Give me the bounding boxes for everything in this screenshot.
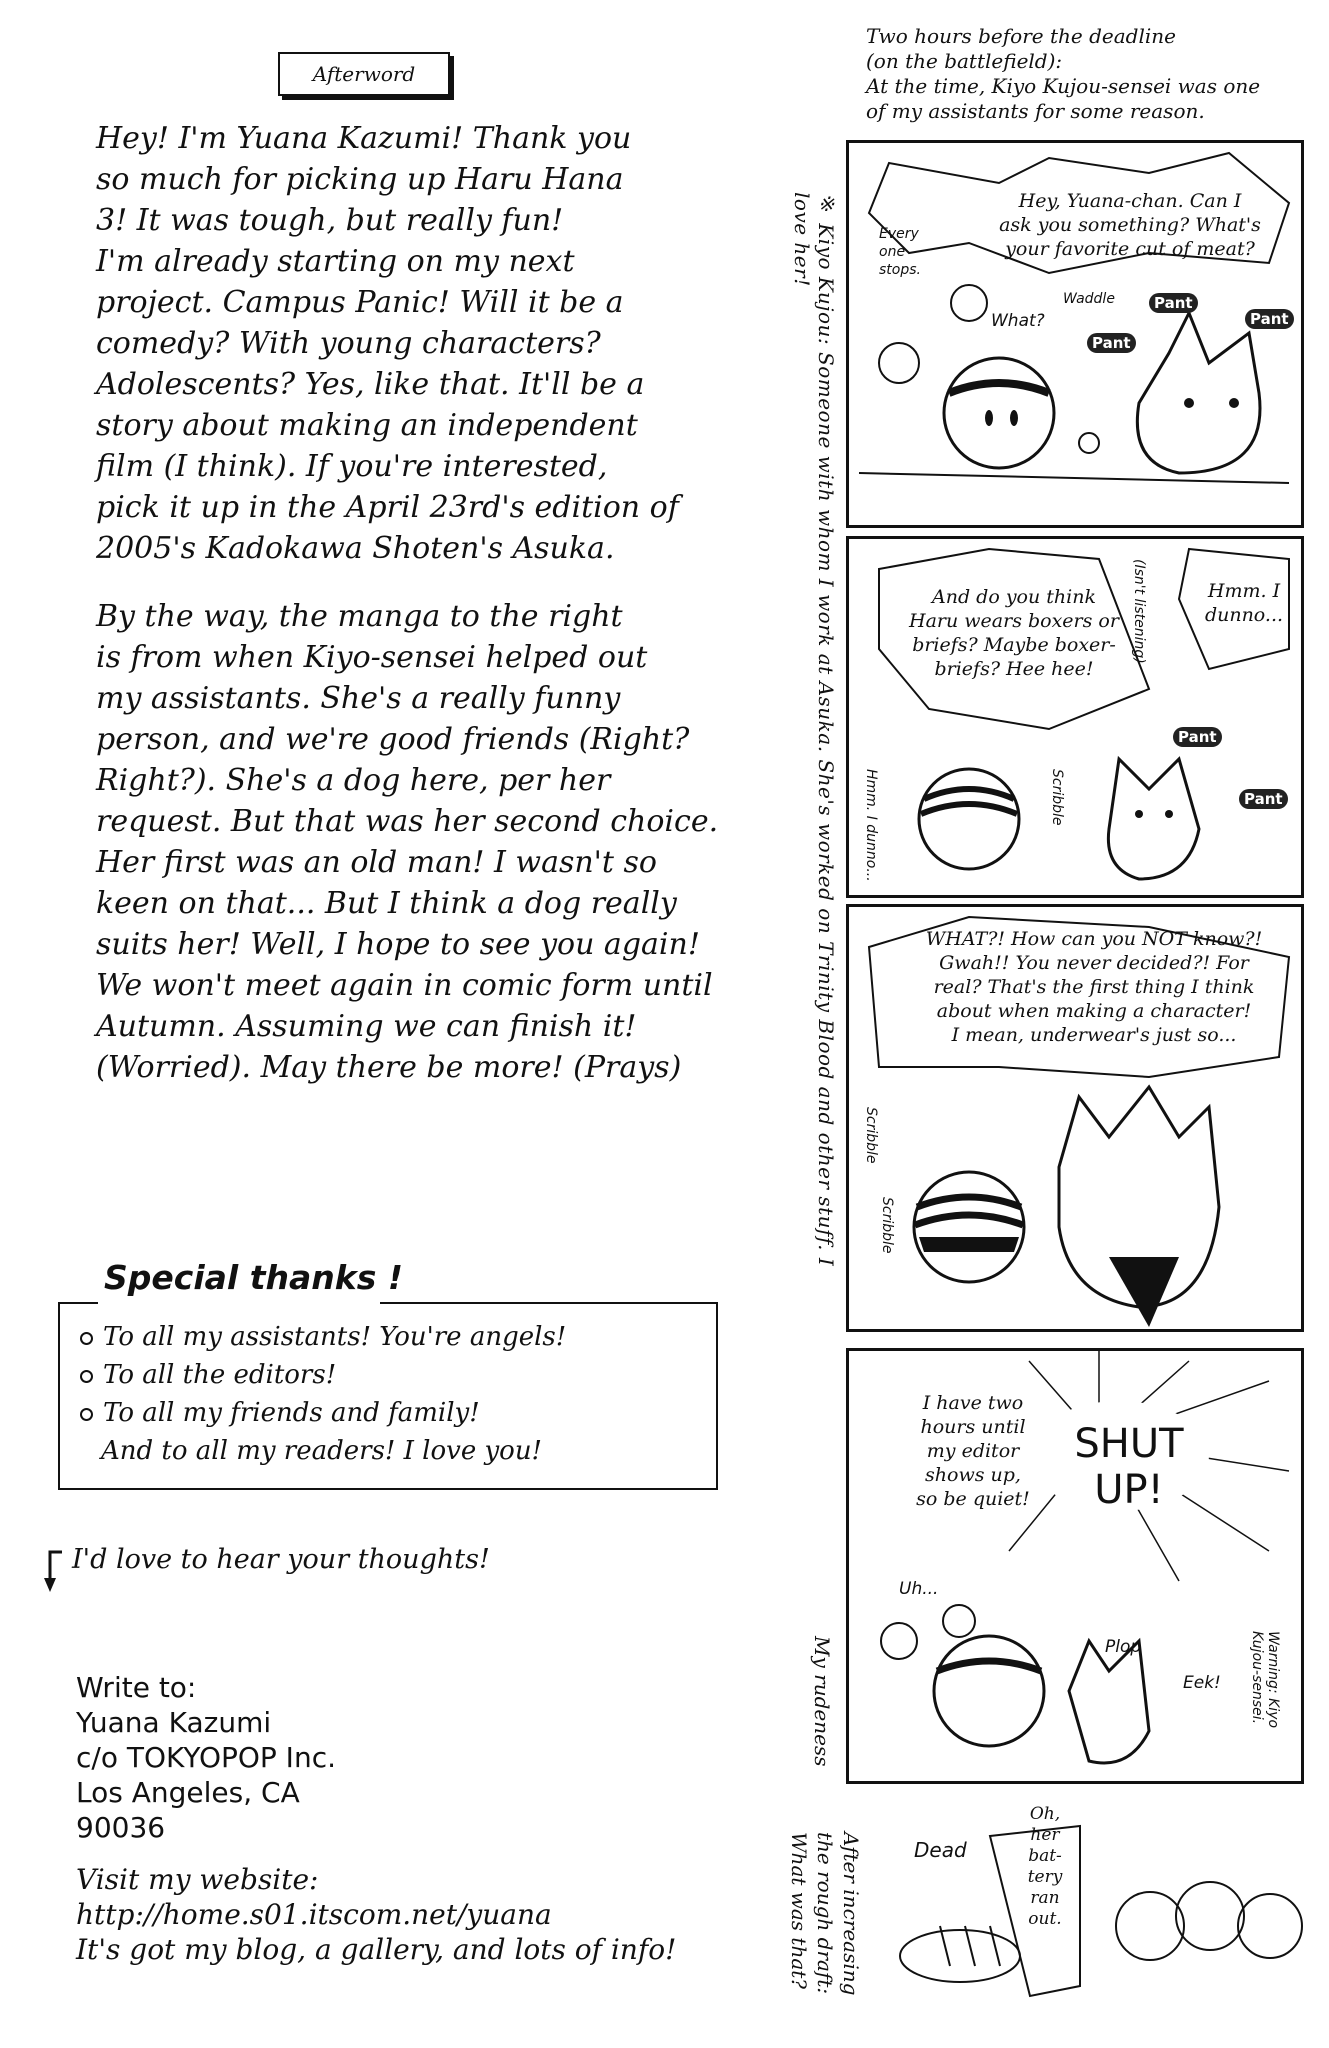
bullet-icon: [80, 1408, 93, 1421]
speech-bubble: [903, 1391, 1043, 1511]
rudeness-note: My rudeness: [810, 1636, 834, 1767]
thoughts-line: I'd love to hear your thoughts!: [72, 1544, 490, 1575]
note-line: After increasing: [839, 1832, 863, 1996]
shout-line: UP!: [1094, 1467, 1164, 1513]
after-draft-note: [786, 1832, 864, 1995]
speech-line: shows up,: [925, 1464, 1021, 1486]
speech-line: briefs? Maybe boxer-: [912, 634, 1116, 656]
scribble-sfx: Scribble: [879, 1197, 895, 1254]
speech-line: Haru wears boxers or: [909, 610, 1119, 632]
speech-line: hours until: [920, 1416, 1026, 1438]
text-line: 3! It was tough, but really fun!: [96, 203, 564, 238]
warning-sfx: Warning: Kiyo Kujou-sensei.: [1249, 1631, 1281, 1729]
text-line: Hey! I'm Yuana Kazumi! Thank you: [96, 121, 632, 156]
uh-sfx: Uh...: [899, 1579, 939, 1599]
speech-line: about when making a character!: [936, 1000, 1252, 1022]
dead-sfx: Dead: [914, 1838, 967, 1862]
speech-line: my editor: [926, 1440, 1020, 1462]
list-item-text: To all the editors!: [103, 1360, 337, 1390]
pant-sfx: Pant: [1245, 309, 1294, 329]
speech-line: dunno...: [1204, 604, 1284, 626]
comic-panel-3: [846, 904, 1304, 1332]
speech-bubble: [909, 585, 1119, 681]
list-item-text: And to all my readers! I love you!: [101, 1436, 543, 1466]
eek-sfx: Eek!: [1183, 1673, 1221, 1693]
speech-line: ask you something? What's: [999, 214, 1261, 236]
kiyo-kujou-side-note: ※ Kiyo Kujou: Someone with whom I work at Asuka. She's worked on Trinity Blood and other stuff. I love her!: [790, 192, 838, 1267]
list-item: [80, 1432, 700, 1470]
list-item-text: To all my assistants! You're angels!: [103, 1322, 567, 1352]
not-listening-sfx: (Isn't listening): [1131, 559, 1147, 664]
bullet-icon: [80, 1332, 93, 1345]
speech-line: WHAT?! How can you NOT know?!: [925, 928, 1263, 950]
list-item: [80, 1318, 700, 1356]
note-line: What was that?: [787, 1832, 811, 1990]
text-line: film (I think). If you're interested,: [96, 449, 608, 484]
comic-header-note: [866, 24, 1296, 124]
website-description: It's got my blog, a gallery, and lots of info!: [76, 1933, 677, 1966]
text-line: of my assistants for some reason.: [866, 99, 1205, 123]
speech-line: real? That's the first thing I think: [933, 976, 1255, 998]
text-line: story about making an independent: [96, 408, 638, 443]
sfx-line: Every: [879, 226, 919, 242]
text-line: is from when Kiyo-sensei helped out: [96, 640, 648, 675]
list-item: [80, 1394, 700, 1432]
special-thanks-list: [80, 1318, 700, 1470]
text-line: We won't meet again in comic form until: [96, 968, 713, 1003]
plop-sfx: Plop: [1105, 1637, 1142, 1657]
note-line: the rough draft:: [813, 1832, 837, 1995]
text-line: (Worried). May there be more! (Prays): [96, 1050, 682, 1085]
text-line: I'm already starting on my next: [96, 244, 575, 279]
text-line: Her first was an old man! I wasn't so: [96, 845, 657, 880]
website-label: Visit my website:: [76, 1863, 319, 1896]
address-line: Los Angeles, CA: [76, 1776, 300, 1809]
sfx-line: stops.: [879, 262, 921, 278]
speech-bubble: [985, 189, 1275, 261]
text-line: Right?). She's a dog here, per her: [96, 763, 611, 798]
intro-paragraph: [96, 118, 706, 569]
comic-panel-4: [846, 1348, 1304, 1784]
speech-line: your favorite cut of meat?: [1005, 238, 1255, 260]
list-item: [80, 1356, 700, 1394]
speech-bubble: [1020, 1804, 1070, 1930]
text-line: Autumn. Assuming we can finish it!: [96, 1009, 637, 1044]
address-line: 90036: [76, 1811, 166, 1844]
bullet-icon: [80, 1370, 93, 1383]
speech-line: I mean, underwear's just so...: [951, 1024, 1237, 1046]
arrow-down-icon: [44, 1548, 66, 1596]
write-to-address: [76, 1670, 336, 1845]
text-line: request. But that was her second choice.: [96, 804, 719, 839]
speech-line: Oh,: [1029, 1804, 1061, 1824]
text-line: By the way, the manga to the right: [96, 599, 623, 634]
speech-line: ran: [1030, 1888, 1060, 1908]
afterword-title-box: [278, 52, 450, 96]
speech-line: out.: [1028, 1909, 1062, 1929]
speech-line: And do you think: [932, 586, 1096, 608]
text-line: Adolescents? Yes, like that. It'll be a: [96, 367, 645, 402]
text-line: comedy? With young characters?: [96, 326, 601, 361]
website-info: [76, 1862, 676, 1967]
text-line: person, and we're good friends (Right?: [96, 722, 690, 757]
text-line: so much for picking up Haru Hana: [96, 162, 624, 197]
text-line: Two hours before the deadline: [866, 24, 1176, 48]
pant-sfx: Pant: [1087, 333, 1136, 353]
list-item-text: To all my friends and family!: [103, 1398, 480, 1428]
shout-line: SHUT: [1074, 1421, 1184, 1467]
waddle-sfx: Waddle: [1063, 291, 1115, 307]
pant-sfx: Pant: [1239, 789, 1288, 809]
text-line: my assistants. She's a really funny: [96, 681, 621, 716]
address-line: Yuana Kazumi: [76, 1706, 272, 1739]
speech-bubble: [909, 927, 1279, 1047]
afterword-title: Afterword: [312, 62, 416, 86]
speech-line: her: [1030, 1825, 1060, 1845]
speech-line: Hey, Yuana-chan. Can I: [1018, 190, 1242, 212]
text-line: (on the battlefield):: [866, 49, 1063, 73]
shut-up-shout: [1069, 1421, 1189, 1513]
website-link[interactable]: http://home.s01.itscom.net/yuana: [76, 1898, 552, 1931]
panel-5-artwork: [880, 1796, 1320, 2036]
sfx-line: one: [879, 244, 906, 260]
text-line: project. Campus Panic! Will it be a: [96, 285, 624, 320]
speech-line: I have two: [922, 1392, 1024, 1414]
speech-line: Gwah!! You never decided?! For: [939, 952, 1249, 974]
everyone-stops-sfx: [879, 225, 921, 279]
text-line: 2005's Kadokawa Shoten's Asuka.: [96, 531, 615, 566]
speech-line: Hmm. I: [1207, 580, 1281, 602]
pant-sfx: Pant: [1149, 293, 1198, 313]
speech-line: bat-: [1028, 1846, 1062, 1866]
speech-bubble: [1199, 579, 1289, 627]
address-line: c/o TOKYOPOP Inc.: [76, 1741, 336, 1774]
pant-sfx: Pant: [1173, 727, 1222, 747]
comic-panel-1: [846, 140, 1304, 528]
scribble-sfx: Scribble: [863, 1107, 879, 1164]
small-reply-sfx: Hmm. I dunno...: [863, 769, 879, 882]
second-paragraph: [96, 596, 719, 1088]
comic-panel-2: [846, 536, 1304, 898]
text-line: pick it up in the April 23rd's edition of: [96, 490, 679, 525]
special-thanks-title: Special thanks !: [104, 1258, 403, 1297]
address-line: Write to:: [76, 1671, 197, 1704]
speech-line: briefs? Hee hee!: [934, 658, 1094, 680]
text-line: keen on that... But I think a dog really: [96, 886, 677, 921]
scribble-sfx: Scribble: [1049, 769, 1065, 826]
text-line: suits her! Well, I hope to see you again!: [96, 927, 700, 962]
what-sfx: What?: [991, 311, 1045, 331]
text-line: At the time, Kiyo Kujou-sensei was one: [866, 74, 1261, 98]
speech-line: tery: [1027, 1867, 1063, 1887]
speech-line: so be quiet!: [916, 1488, 1030, 1510]
